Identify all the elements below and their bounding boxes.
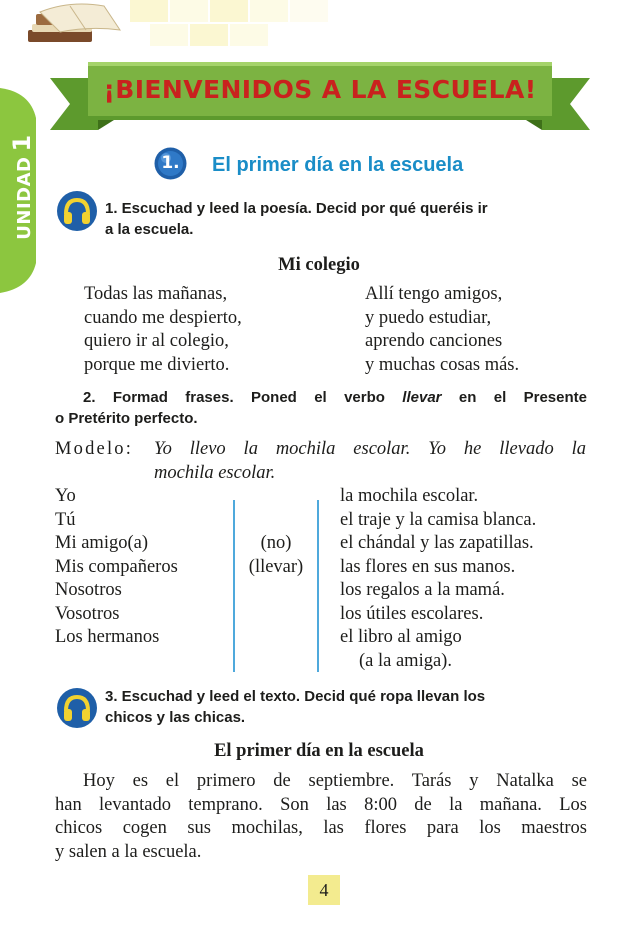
verb-negation: (no) bbox=[260, 533, 292, 553]
poem-left-column bbox=[84, 283, 242, 377]
task-1-line-2: a la escuela. bbox=[105, 221, 194, 238]
object-item: (a la amiga). bbox=[359, 650, 452, 671]
subject-item: Nosotros bbox=[55, 580, 122, 600]
verb-infinitive: (llevar) bbox=[248, 556, 304, 577]
task-2-text-end: en el Presente bbox=[441, 389, 587, 406]
object-item: el libro al amigo bbox=[340, 627, 462, 647]
task-2-line-1 bbox=[55, 387, 587, 408]
poem-line: Allí tengo amigos, bbox=[365, 284, 503, 304]
model-line-2: mochila escolar. bbox=[154, 462, 276, 483]
poem-right-column bbox=[365, 283, 519, 377]
poem-line: Todas las mañanas, bbox=[84, 284, 228, 304]
poem-title: Mi colegio bbox=[278, 255, 360, 275]
subject-item: Yo bbox=[55, 486, 76, 506]
headphones-icon bbox=[56, 687, 98, 729]
model-label: Modelo: bbox=[55, 439, 134, 459]
subject-item: Vosotros bbox=[55, 603, 120, 624]
task-1-line-1: 1. Escuchad y leed la poesía. Decid por qué queréis ir bbox=[105, 200, 488, 217]
object-item: los útiles escolares. bbox=[340, 603, 484, 624]
object-item: los regalos a la mamá. bbox=[340, 580, 505, 600]
poem-line: aprendo canciones bbox=[365, 331, 503, 351]
task-2-instruction bbox=[55, 387, 587, 429]
objects-column bbox=[340, 485, 536, 673]
reading-line: Hoy es el primero de septiembre. Tarás y Natalka se bbox=[83, 771, 587, 791]
reading-line: y salen a la escuela. bbox=[55, 841, 202, 862]
task-1-instruction bbox=[105, 198, 590, 240]
poem-line: quiero ir al colegio, bbox=[84, 331, 229, 351]
verb-column bbox=[236, 532, 316, 579]
top-decoration bbox=[0, 0, 330, 46]
task-3-line-2: chicos y las chicas. bbox=[105, 709, 246, 726]
subject-item: Los hermanos bbox=[55, 627, 160, 647]
task-3-instruction bbox=[105, 686, 590, 728]
page-title: ¡BIENVENIDOS A LA ESCUELA! bbox=[103, 75, 537, 104]
model-example bbox=[154, 438, 586, 485]
section-number: 1. bbox=[161, 153, 180, 173]
subject-item: Tú bbox=[55, 509, 76, 530]
page-number: 4 bbox=[319, 880, 329, 900]
poem-line: y puedo estudiar, bbox=[365, 307, 492, 328]
reading-text bbox=[55, 770, 587, 864]
subject-item: Mi amigo(a) bbox=[55, 533, 148, 553]
reading-title: El primer día en la escuela bbox=[214, 741, 424, 761]
object-item: el traje y la camisa blanca. bbox=[340, 509, 537, 530]
task-2-line-2: o Pretérito perfecto. bbox=[55, 410, 198, 427]
table-divider-right bbox=[317, 500, 319, 672]
object-item: la mochila escolar. bbox=[340, 486, 479, 506]
subject-item: Mis compañeros bbox=[55, 556, 178, 577]
model-line-1: Yo llevo la mochila escolar. Yo he llevado la bbox=[154, 439, 586, 459]
table-divider-left bbox=[233, 500, 235, 672]
reading-line: chicos cogen sus mochilas, las flores para los maestros bbox=[55, 818, 587, 838]
object-item: las flores en sus manos. bbox=[340, 556, 516, 577]
poem-line: y muchas cosas más. bbox=[365, 354, 520, 375]
unit-label-text: UNIDAD bbox=[14, 156, 35, 240]
task-3-line-1: 3. Escuchad y leed el texto. Decid qué ropa llevan los bbox=[105, 688, 486, 705]
unit-number: 1 bbox=[8, 134, 36, 152]
headphones-icon bbox=[56, 190, 98, 232]
reading-line: han levantado temprano. Son las 8:00 de la mañana. Los bbox=[55, 794, 587, 815]
section-title: El primer día en la escuela bbox=[212, 154, 464, 176]
task-2-text: 2. Formad frases. Poned el verbo bbox=[83, 389, 403, 406]
poem-line: porque me divierto. bbox=[84, 354, 230, 375]
poem-line: cuando me despierto, bbox=[84, 307, 242, 328]
subjects-column bbox=[55, 485, 178, 650]
task-2-verb: llevar bbox=[402, 389, 442, 406]
object-item: el chándal y las zapatillas. bbox=[340, 533, 534, 553]
